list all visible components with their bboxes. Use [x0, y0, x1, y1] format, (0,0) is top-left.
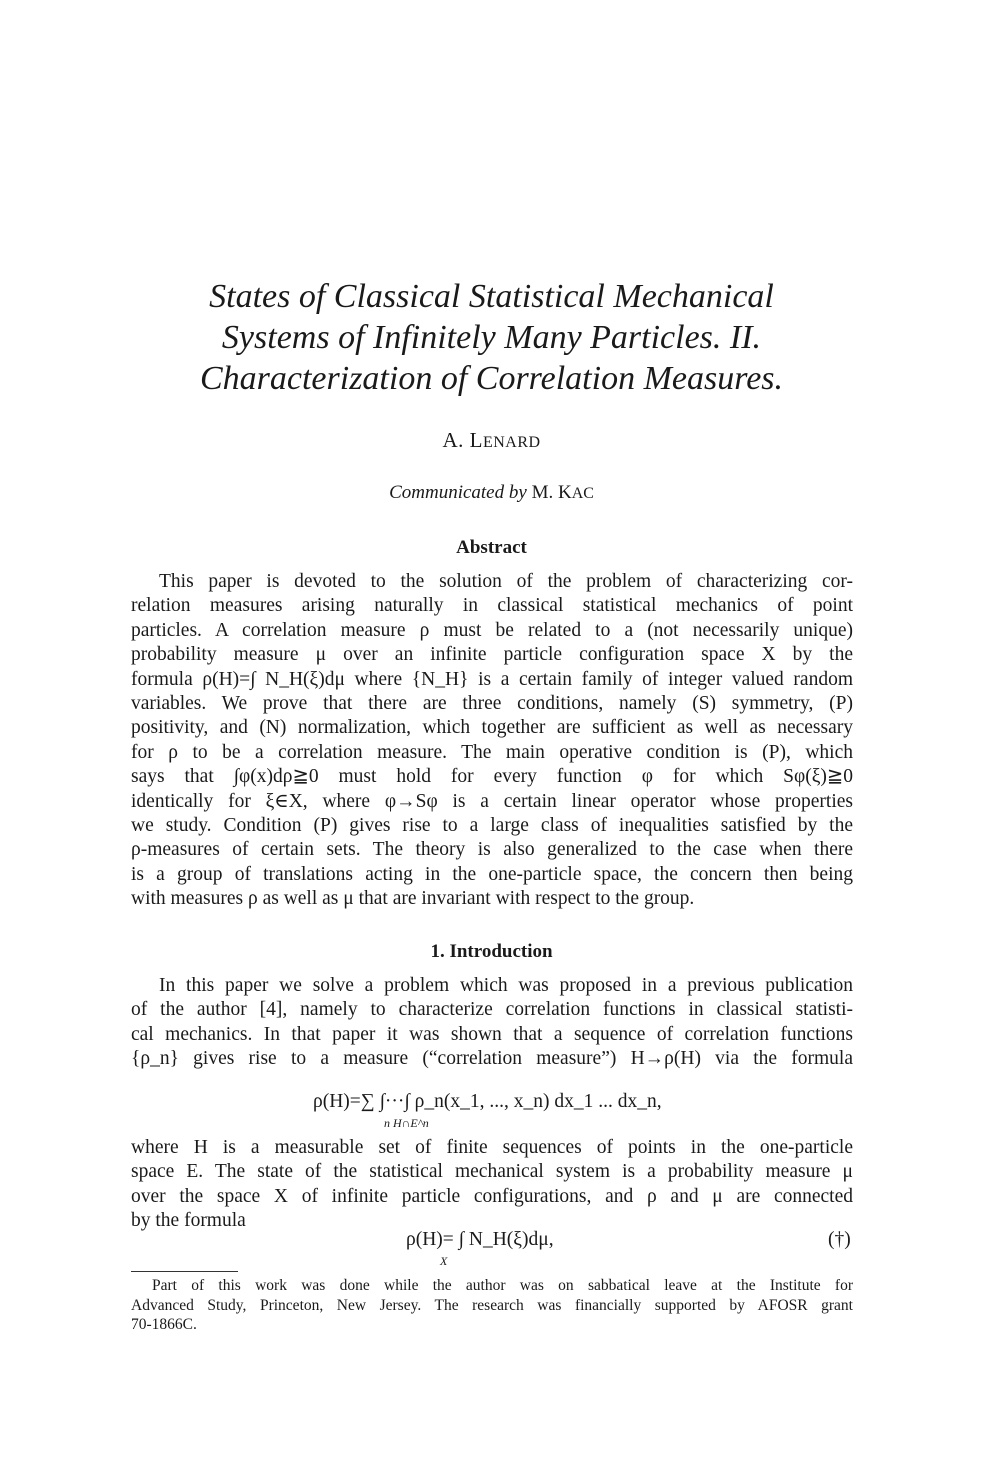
formula-dagger: ρ(H)= ∫ N_H(ξ)dμ,: [406, 1229, 554, 1250]
abstract-body: [131, 570, 853, 912]
abstract-line: we study. Condition (P) gives rise to a large class of inequalities satisfied by the: [131, 815, 853, 837]
footnote-line: 70-1866C.: [131, 1316, 197, 1333]
abstract-line: This paper is devoted to the solution of the problem of characterizing cor-: [159, 571, 853, 592]
abstract-heading: Abstract: [456, 537, 527, 558]
abstract-line: variables. We prove that there are three conditions, namely (S) symmetry, (P): [131, 693, 853, 715]
intro-line: of the author [4], namely to characterize correlation functions in classical statisti-: [131, 999, 853, 1021]
communicated-by: [0, 482, 983, 504]
abstract-line: for ρ to be a correlation measure. The main operative condition is (P), which: [131, 741, 853, 763]
formula-dagger-tag: (†): [828, 1229, 851, 1250]
author-surname: ENARD: [482, 434, 541, 451]
formula-correlation-sum: ρ(H)=∑ ∫···∫ ρ_n(x_1, ..., x_n) dx_1 ... dx_n,: [313, 1091, 662, 1112]
formula-correlation-sum-limits: n H∩E^n: [384, 1116, 429, 1130]
paper-title: [0, 276, 983, 399]
abstract-line: says that ∫φ(x)dρ≧0 must hold for every function φ for which Sφ(ξ)≧0: [131, 766, 853, 788]
abstract-line: identically for ξ∈X, where φ→Sφ is a certain linear operator whose properties: [131, 790, 853, 812]
intro-line: space E. The state of the statistical mechanical system is a probability measure μ: [131, 1161, 853, 1183]
title-line-2: Systems of Infinitely Many Particles. II.: [221, 319, 762, 356]
intro-line: In this paper we solve a problem which was proposed in a previous publication: [159, 975, 853, 996]
abstract-line: relation measures arising naturally in classical statistical mechanics of point: [131, 595, 853, 617]
formula-dagger-limit: X: [440, 1254, 448, 1268]
title-line-3: Characterization of Correlation Measures.: [199, 360, 784, 397]
communicator-surname: AC: [571, 485, 594, 502]
abstract-line: is a group of translations acting in the one-particle space, the concern then being: [131, 863, 853, 885]
title-line-1: States of Classical Statistical Mechanical: [209, 278, 774, 315]
intro-line: {ρ_n} gives rise to a measure (“correlation measure”) H→ρ(H) via the formula: [131, 1048, 853, 1070]
author-initial: A. L: [442, 428, 483, 452]
intro-line: by the formula: [131, 1210, 246, 1232]
intro-paragraph-2: [131, 1136, 853, 1234]
footnote-line: Advanced Study, Princeton, New Jersey. The research was financially supported by AFOSR grant: [131, 1296, 853, 1314]
intro-line: over the space X of infinite particle configurations, and ρ and μ are connected: [131, 1185, 853, 1207]
footnote-rule: [131, 1271, 238, 1272]
abstract-line: particles. A correlation measure ρ must be related to a (not necessarily unique): [131, 619, 853, 641]
intro-line: cal mechanics. In that paper it was shown that a sequence of correlation functions: [131, 1023, 853, 1045]
footnote: [131, 1276, 853, 1335]
abstract-line: formula ρ(H)=∫ N_H(ξ)dμ where {N_H} is a certain family of integer valued random: [131, 668, 853, 690]
abstract-line: ρ-measures of certain sets. The theory is also generalized to the case when there: [131, 839, 853, 861]
introduction-heading: 1. Introduction: [430, 941, 553, 962]
abstract-line: with measures ρ as well as μ that are invariant with respect to the group.: [131, 888, 695, 910]
author-name: [0, 428, 983, 453]
communicated-prefix: Communicated by: [389, 482, 527, 503]
abstract-line: positivity, and (N) normalization, which together are sufficient as well as necessary: [131, 717, 853, 739]
abstract-line: probability measure μ over an infinite particle configuration space X by the: [131, 644, 853, 666]
communicator-initial: M. K: [531, 482, 572, 503]
intro-paragraph-1: [131, 974, 853, 1072]
footnote-line: Part of this work was done while the author was on sabbatical leave at the Institute for: [152, 1277, 853, 1294]
intro-line: where H is a measurable set of finite sequences of points in the one-particle: [131, 1137, 853, 1158]
